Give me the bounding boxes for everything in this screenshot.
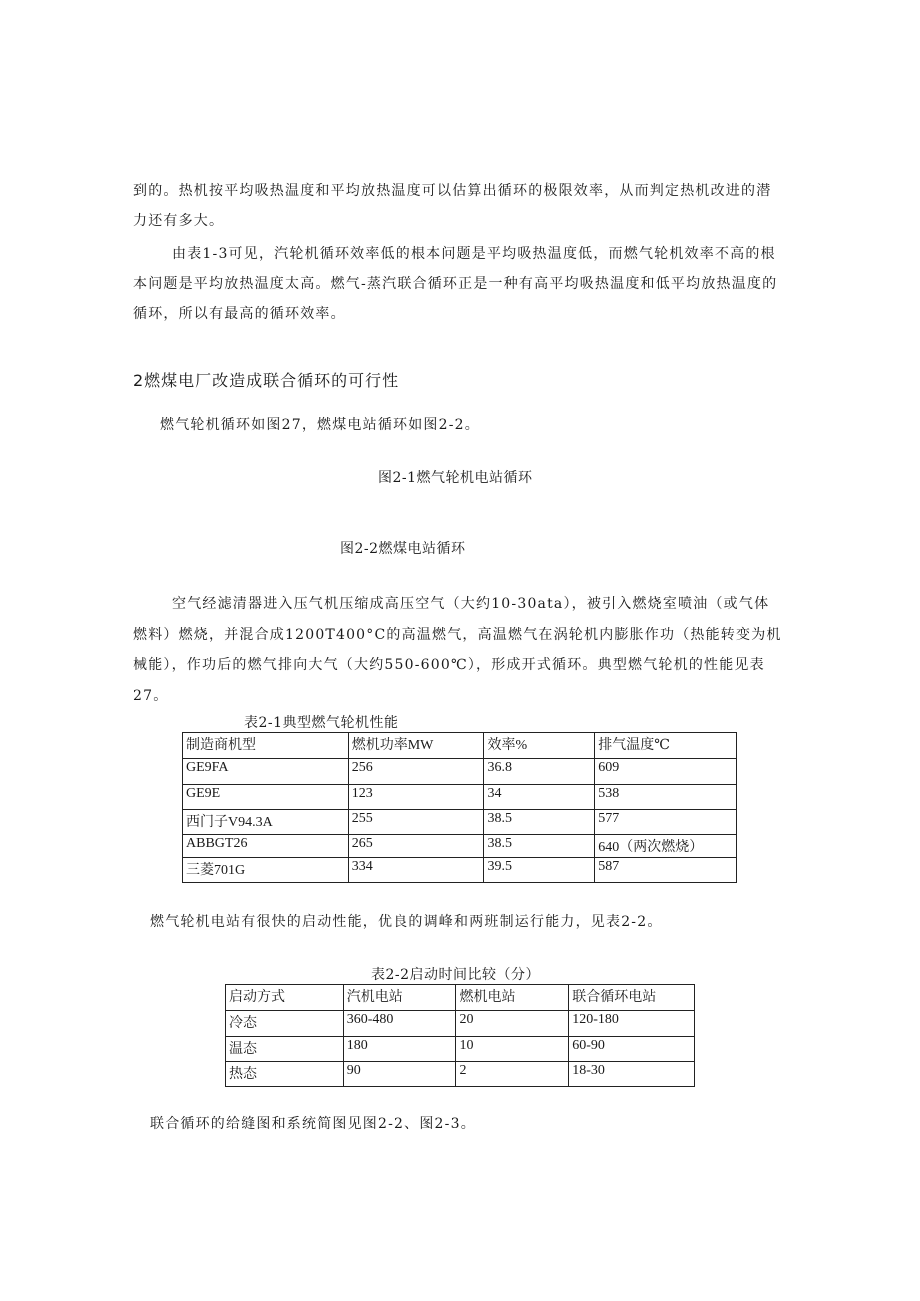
table-header-cell: 启动方式	[226, 985, 344, 1011]
table-cell: 36.8	[484, 759, 595, 785]
table-cell: ABBGT26	[183, 835, 349, 858]
paragraph-5: 燃气轮机电站有很快的启动性能，优良的调峰和两班制运行能力，见表2-2。	[150, 914, 663, 930]
table-header-cell: 联合循环电站	[569, 985, 695, 1011]
table-row	[226, 1011, 695, 1037]
table-cell: 180	[343, 1037, 456, 1062]
table-header-cell: 汽机电站	[343, 985, 456, 1011]
table-row	[183, 810, 737, 835]
table-header-cell: 排气温度℃	[595, 733, 737, 759]
table-header-cell: 燃机功率MW	[348, 733, 484, 759]
table-1-title: 表2-1典型燃气轮机性能	[244, 715, 399, 731]
table-cell: 360-480	[343, 1011, 456, 1037]
paragraph-2-line-1: 由表1-3可见，汽轮机循环效率低的根本问题是平均吸热温度低，而燃气轮机效率不高的根	[172, 246, 776, 262]
table-cell: 255	[348, 810, 484, 835]
table-cell: 西门子V94.3A	[183, 810, 349, 835]
table-cell: 34	[484, 785, 595, 810]
figure-caption-1: 图2-1燃气轮机电站循环	[378, 470, 533, 486]
paragraph-4-line-2: 燃料）燃烧，并混合成1200T400°C的高温燃气，高温燃气在涡轮机内膨胀作功（热能转变为机	[133, 627, 782, 643]
table-cell: 38.5	[484, 810, 595, 835]
paragraph-2-line-3: 循环，所以有最高的循环效率。	[133, 306, 346, 322]
table-cell: 120-180	[569, 1011, 695, 1037]
paragraph-4-line-3: 械能），作功后的燃气排向大气（大约550-600℃），形成开式循环。典型燃气轮机的性能见表	[133, 657, 765, 673]
table-cell: 三菱701G	[183, 858, 349, 883]
table-cell: 90	[343, 1062, 456, 1087]
table-cell: 334	[348, 858, 484, 883]
table-header-cell: 制造商机型	[183, 733, 349, 759]
table-cell: 39.5	[484, 858, 595, 883]
table-cell: 20	[456, 1011, 569, 1037]
table-cell: 256	[348, 759, 484, 785]
table-row	[183, 835, 737, 858]
table-2	[225, 984, 695, 1087]
figure-caption-2: 图2-2燃煤电站循环	[340, 541, 466, 557]
table-cell: 38.5	[484, 835, 595, 858]
table-row	[226, 1037, 695, 1062]
table-header-cell: 效率%	[484, 733, 595, 759]
table-cell: GE9E	[183, 785, 349, 810]
table-cell: 640（两次燃烧）	[595, 835, 737, 858]
table-cell: 冷态	[226, 1011, 344, 1037]
paragraph-1-line-2: 力还有多大。	[133, 213, 225, 229]
paragraph-6: 联合循环的给缝图和系统简图见图2-2、图2-3。	[150, 1116, 476, 1132]
table-row	[183, 759, 737, 785]
table-1	[182, 732, 737, 883]
table-cell: 577	[595, 810, 737, 835]
table-cell: 538	[595, 785, 737, 810]
paragraph-3: 燃气轮机循环如图27，燃煤电站循环如图2-2。	[160, 417, 480, 433]
paragraph-4-line-1: 空气经滤清器进入压气机压缩成高压空气（大约10-30ata），被引入燃烧室喷油（或气体	[172, 596, 770, 612]
table-cell: 温态	[226, 1037, 344, 1062]
table-cell: 265	[348, 835, 484, 858]
table-header-cell: 燃机电站	[456, 985, 569, 1011]
paragraph-1-line-1: 到的。热机按平均吸热温度和平均放热温度可以估算出循环的极限效率，从而判定热机改进的潜	[133, 183, 772, 199]
table-2-title: 表2-2启动时间比较（分）	[371, 967, 541, 983]
table-row	[226, 985, 695, 1011]
table-cell: 60-90	[569, 1037, 695, 1062]
table-cell: 热态	[226, 1062, 344, 1087]
table-row	[183, 858, 737, 883]
table-cell: 2	[456, 1062, 569, 1087]
table-row	[183, 733, 737, 759]
table-cell: GE9FA	[183, 759, 349, 785]
table-cell: 609	[595, 759, 737, 785]
table-row	[183, 785, 737, 810]
table-cell: 123	[348, 785, 484, 810]
table-cell: 10	[456, 1037, 569, 1062]
paragraph-2-line-2: 本问题是平均放热温度太高。燃气-蒸汽联合循环正是一种有高平均吸热温度和低平均放热温度的	[133, 276, 778, 292]
table-cell: 587	[595, 858, 737, 883]
table-row	[226, 1062, 695, 1087]
paragraph-4-line-4: 27。	[133, 688, 169, 704]
section-heading: 2燃煤电厂改造成联合循环的可行性	[133, 371, 400, 390]
table-cell: 18-30	[569, 1062, 695, 1087]
